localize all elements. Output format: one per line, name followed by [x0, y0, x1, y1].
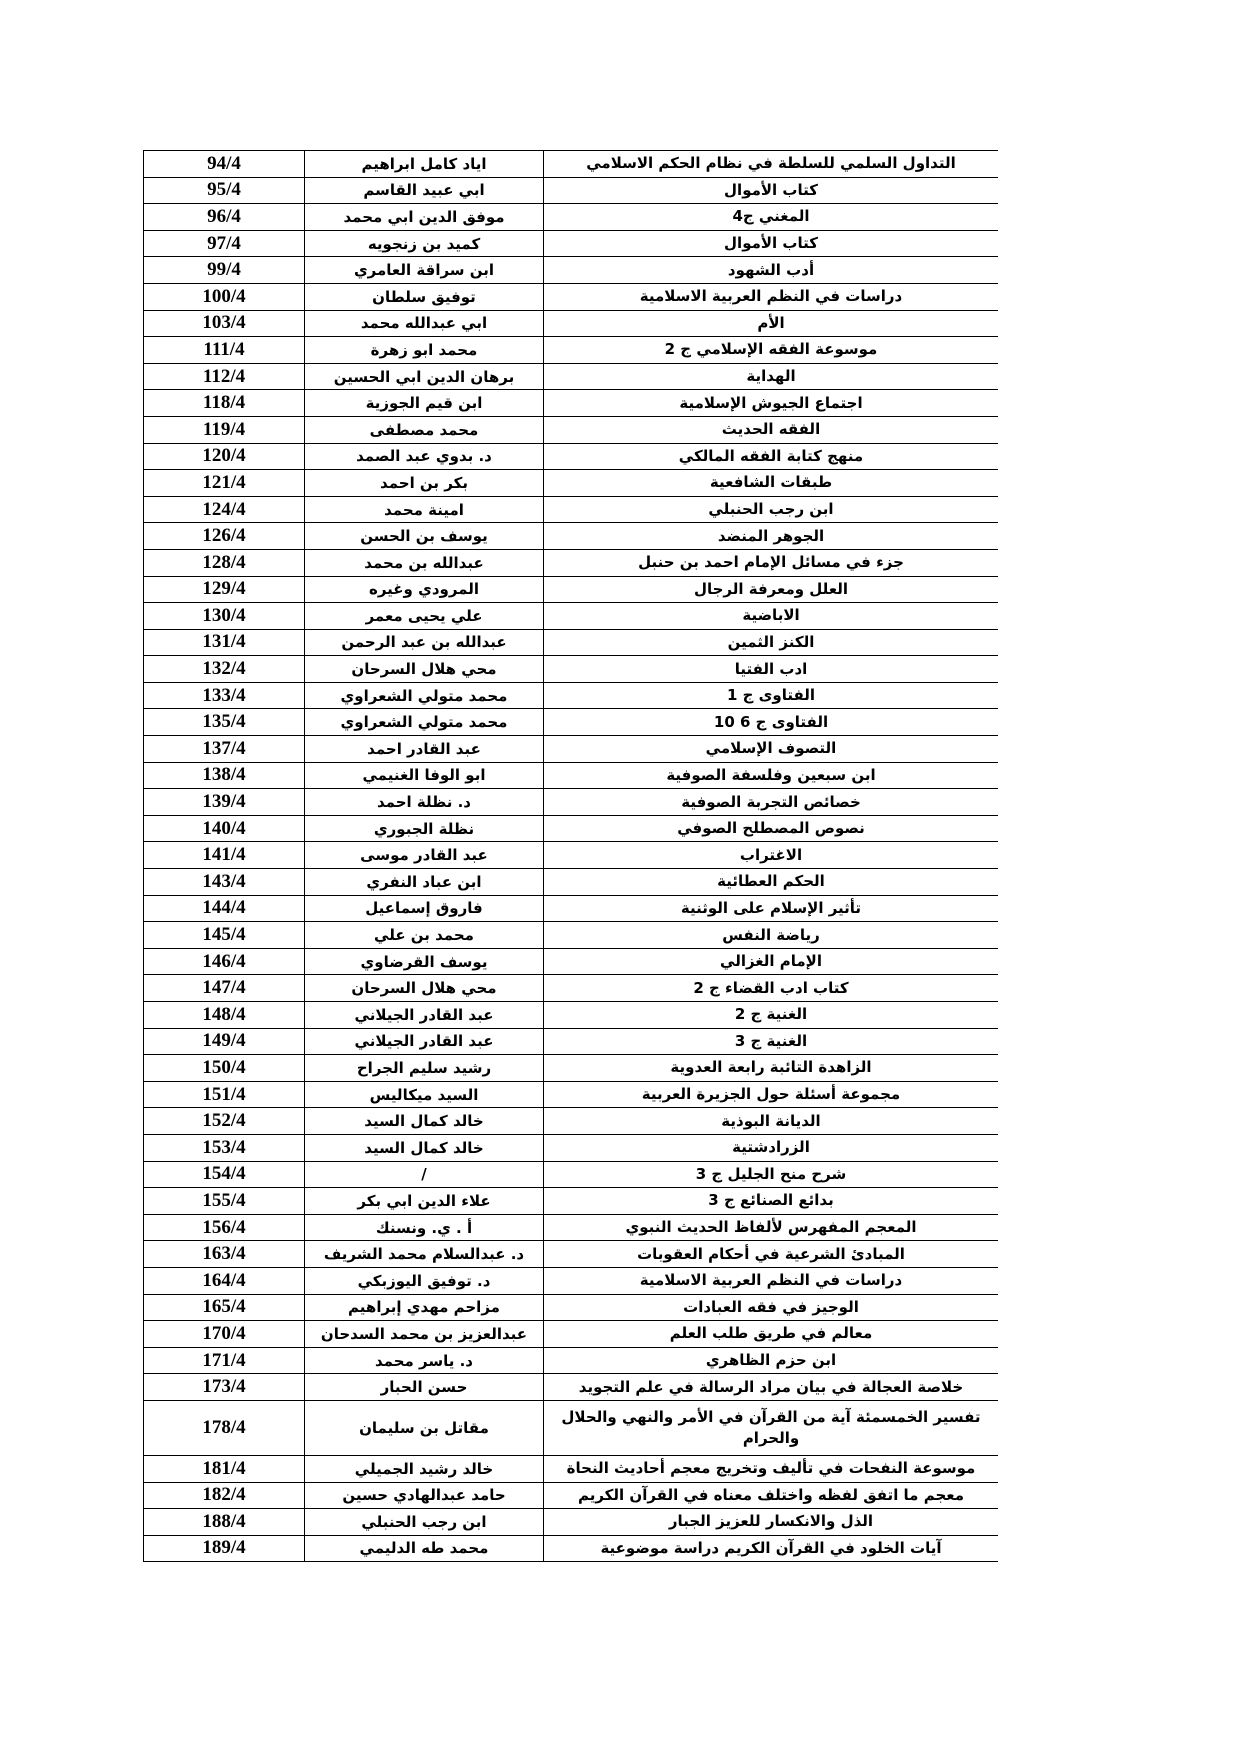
- call-number-cell: 156/4: [144, 1214, 305, 1241]
- table-row: [144, 1081, 999, 1108]
- call-number-cell: 124/4: [144, 496, 305, 523]
- call-number-cell: 146/4: [144, 948, 305, 975]
- table-row: [144, 842, 999, 869]
- title-cell: المعجم المفهرس لألفاظ الحديث النبوي: [544, 1214, 999, 1241]
- author-cell: د. نظلة احمد: [305, 789, 544, 816]
- author-cell: خالد كمال السيد: [305, 1108, 544, 1135]
- author-cell: حسن الحبار: [305, 1374, 544, 1401]
- author-cell: محي هلال السرحان: [305, 656, 544, 683]
- table-row: [144, 470, 999, 497]
- table-row: [144, 895, 999, 922]
- table-row: [144, 1028, 999, 1055]
- table-row: [144, 1055, 999, 1082]
- author-cell: مقاتل بن سليمان: [305, 1400, 544, 1455]
- call-number-cell: 119/4: [144, 416, 305, 443]
- author-cell: عبدالله بن محمد: [305, 549, 544, 576]
- author-cell: علاء الدين ابي بكر: [305, 1188, 544, 1215]
- title-cell: أدب الشهود: [544, 257, 999, 284]
- author-cell: محمد متولي الشعراوي: [305, 682, 544, 709]
- author-cell: ابو الوفا الغنيمي: [305, 762, 544, 789]
- table-row: [144, 390, 999, 417]
- title-cell: خصائص التجربة الصوفية: [544, 789, 999, 816]
- call-number-cell: 94/4: [144, 151, 305, 178]
- table-row: [144, 204, 999, 231]
- table-row: [144, 1374, 999, 1401]
- title-cell: موسوعة الفقه الإسلامي ج 2: [544, 337, 999, 364]
- table-row: [144, 1188, 999, 1215]
- author-cell: محمد متولي الشعراوي: [305, 709, 544, 736]
- title-cell: خلاصة العجالة في بيان مراد الرسالة في علم التجويد: [544, 1374, 999, 1401]
- title-cell: الفتاوى ج 1: [544, 682, 999, 709]
- call-number-cell: 154/4: [144, 1161, 305, 1188]
- author-cell: علي يحيى معمر: [305, 603, 544, 630]
- table-row: [144, 1482, 999, 1509]
- table-row: [144, 1455, 999, 1482]
- title-cell: معجم ما اتفق لفظه واختلف معناه في القرآن الكريم: [544, 1482, 999, 1509]
- call-number-cell: 137/4: [144, 736, 305, 763]
- author-cell: محمد طه الدليمي: [305, 1535, 544, 1562]
- call-number-cell: 132/4: [144, 656, 305, 683]
- table-row: [144, 363, 999, 390]
- title-cell: كتاب الأموال: [544, 230, 999, 257]
- call-number-cell: 150/4: [144, 1055, 305, 1082]
- author-cell: ابي عبدالله محمد: [305, 310, 544, 337]
- table-row: [144, 151, 999, 178]
- call-number-cell: 140/4: [144, 815, 305, 842]
- call-number-cell: 165/4: [144, 1294, 305, 1321]
- title-cell: الوجيز في فقه العبادات: [544, 1294, 999, 1321]
- call-number-cell: 171/4: [144, 1347, 305, 1374]
- call-number-cell: 99/4: [144, 257, 305, 284]
- table-row: [144, 815, 999, 842]
- title-cell: الاغتراب: [544, 842, 999, 869]
- title-cell: الغنية ج 2: [544, 1002, 999, 1029]
- title-cell: منهج كتابة الفقه المالكي: [544, 443, 999, 470]
- table-row: [144, 443, 999, 470]
- author-cell: ابن عباد النفري: [305, 869, 544, 896]
- call-number-cell: 155/4: [144, 1188, 305, 1215]
- call-number-cell: 170/4: [144, 1321, 305, 1348]
- call-number-cell: 95/4: [144, 177, 305, 204]
- author-cell: محي هلال السرحان: [305, 975, 544, 1002]
- title-cell: التداول السلمي للسلطة في نظام الحكم الاسلامي: [544, 151, 999, 178]
- author-cell: مزاحم مهدي إبراهيم: [305, 1294, 544, 1321]
- call-number-cell: 144/4: [144, 895, 305, 922]
- title-cell: الفقه الحديث: [544, 416, 999, 443]
- author-cell: محمد مصطفى: [305, 416, 544, 443]
- author-cell: فاروق إسماعيل: [305, 895, 544, 922]
- call-number-cell: 145/4: [144, 922, 305, 949]
- call-number-cell: 135/4: [144, 709, 305, 736]
- table-row: [144, 948, 999, 975]
- call-number-cell: 120/4: [144, 443, 305, 470]
- title-cell: موسوعة النفحات في تأليف وتخريج معجم أحاديث النحاة: [544, 1455, 999, 1482]
- author-cell: كميد بن زنجويه: [305, 230, 544, 257]
- call-number-cell: 143/4: [144, 869, 305, 896]
- call-number-cell: 141/4: [144, 842, 305, 869]
- title-cell: الإمام الغزالي: [544, 948, 999, 975]
- author-cell: عبد القادر موسى: [305, 842, 544, 869]
- call-number-cell: 139/4: [144, 789, 305, 816]
- table-row: [144, 1161, 999, 1188]
- call-number-cell: 121/4: [144, 470, 305, 497]
- call-number-cell: 131/4: [144, 629, 305, 656]
- author-cell: اياد كامل ابراهيم: [305, 151, 544, 178]
- call-number-cell: 188/4: [144, 1509, 305, 1536]
- author-cell: موفق الدين ابي محمد: [305, 204, 544, 231]
- call-number-cell: 130/4: [144, 603, 305, 630]
- author-cell: /: [305, 1161, 544, 1188]
- table-row: [144, 1241, 999, 1268]
- table-row: [144, 337, 999, 364]
- author-cell: عبدالله بن عبد الرحمن: [305, 629, 544, 656]
- author-cell: محمد بن علي: [305, 922, 544, 949]
- call-number-cell: 133/4: [144, 682, 305, 709]
- title-cell: العلل ومعرفة الرجال: [544, 576, 999, 603]
- call-number-cell: 128/4: [144, 549, 305, 576]
- books-table: [143, 150, 998, 1562]
- call-number-cell: 112/4: [144, 363, 305, 390]
- table-row: [144, 709, 999, 736]
- table-row: [144, 1535, 999, 1562]
- title-cell: معالم في طريق طلب العلم: [544, 1321, 999, 1348]
- title-cell: دراسات في النظم العربية الاسلامية: [544, 1267, 999, 1294]
- title-cell: الديانة البوذية: [544, 1108, 999, 1135]
- author-cell: رشيد سليم الجراح: [305, 1055, 544, 1082]
- title-cell: رياضة النفس: [544, 922, 999, 949]
- call-number-cell: 152/4: [144, 1108, 305, 1135]
- table-row: [144, 656, 999, 683]
- call-number-cell: 138/4: [144, 762, 305, 789]
- author-cell: عبد القادر الجيلاني: [305, 1028, 544, 1055]
- title-cell: الكنز الثمين: [544, 629, 999, 656]
- author-cell: عبدالعزيز بن محمد السدحان: [305, 1321, 544, 1348]
- table-row: [144, 1214, 999, 1241]
- title-cell: الزاهدة التائبة رابعة العدوية: [544, 1055, 999, 1082]
- table-row: [144, 1108, 999, 1135]
- title-cell: الفتاوى ج 6 10: [544, 709, 999, 736]
- table-row: [144, 576, 999, 603]
- author-cell: حامد عبدالهادي حسين: [305, 1482, 544, 1509]
- call-number-cell: 173/4: [144, 1374, 305, 1401]
- author-cell: د. ياسر محمد: [305, 1347, 544, 1374]
- call-number-cell: 148/4: [144, 1002, 305, 1029]
- author-cell: توفيق سلطان: [305, 283, 544, 310]
- title-cell: ابن حزم الظاهري: [544, 1347, 999, 1374]
- author-cell: عبد القادر احمد: [305, 736, 544, 763]
- title-cell: الحكم العطائية: [544, 869, 999, 896]
- table-row: [144, 629, 999, 656]
- call-number-cell: 147/4: [144, 975, 305, 1002]
- title-cell: اجتماع الجيوش الإسلامية: [544, 390, 999, 417]
- author-cell: د. توفيق اليوزبكي: [305, 1267, 544, 1294]
- title-cell: المبادئ الشرعية في أحكام العقوبات: [544, 1241, 999, 1268]
- title-cell: جزء في مسائل الإمام احمد بن حنبل: [544, 549, 999, 576]
- author-cell: امينة محمد: [305, 496, 544, 523]
- title-cell: مجموعة أسئلة حول الجزيرة العربية: [544, 1081, 999, 1108]
- call-number-cell: 118/4: [144, 390, 305, 417]
- title-cell: الزرادشتية: [544, 1134, 999, 1161]
- table-row: [144, 1321, 999, 1348]
- title-cell: آيات الخلود في القرآن الكريم دراسة موضوعية: [544, 1535, 999, 1562]
- author-cell: يوسف بن الحسن: [305, 523, 544, 550]
- author-cell: ابي عبيد القاسم: [305, 177, 544, 204]
- call-number-cell: 129/4: [144, 576, 305, 603]
- table-row: [144, 523, 999, 550]
- table-row: [144, 416, 999, 443]
- table-row: [144, 283, 999, 310]
- author-cell: خالد رشيد الجميلي: [305, 1455, 544, 1482]
- title-cell: كتاب ادب القضاء ج 2: [544, 975, 999, 1002]
- table-row: [144, 762, 999, 789]
- author-cell: ابن سراقة العامري: [305, 257, 544, 284]
- table-row: [144, 496, 999, 523]
- table-row: [144, 922, 999, 949]
- title-cell: الأم: [544, 310, 999, 337]
- table-row: [144, 1400, 999, 1455]
- call-number-cell: 153/4: [144, 1134, 305, 1161]
- call-number-cell: 163/4: [144, 1241, 305, 1268]
- title-cell: التصوف الإسلامي: [544, 736, 999, 763]
- author-cell: برهان الدين ابي الحسين: [305, 363, 544, 390]
- table-row: [144, 869, 999, 896]
- author-cell: السيد ميكاليس: [305, 1081, 544, 1108]
- table-row: [144, 789, 999, 816]
- title-cell: ابن رجب الحنبلي: [544, 496, 999, 523]
- author-cell: خالد كمال السيد: [305, 1134, 544, 1161]
- table-row: [144, 1294, 999, 1321]
- title-cell: شرح منح الجليل ج 3: [544, 1161, 999, 1188]
- call-number-cell: 178/4: [144, 1400, 305, 1455]
- title-cell: ابن سبعين وفلسفة الصوفية: [544, 762, 999, 789]
- call-number-cell: 182/4: [144, 1482, 305, 1509]
- title-cell: المغني ج4: [544, 204, 999, 231]
- call-number-cell: 149/4: [144, 1028, 305, 1055]
- call-number-cell: 103/4: [144, 310, 305, 337]
- call-number-cell: 189/4: [144, 1535, 305, 1562]
- title-cell: ادب الفتيا: [544, 656, 999, 683]
- title-cell: الاباضية: [544, 603, 999, 630]
- table-row: [144, 549, 999, 576]
- title-cell: الغنية ج 3: [544, 1028, 999, 1055]
- call-number-cell: 181/4: [144, 1455, 305, 1482]
- table-row: [144, 736, 999, 763]
- title-cell: بدائع الصنائع ج 3: [544, 1188, 999, 1215]
- table-row: [144, 177, 999, 204]
- table-row: [144, 603, 999, 630]
- title-cell: تأثير الإسلام على الوثنية: [544, 895, 999, 922]
- author-cell: ابن رجب الحنبلي: [305, 1509, 544, 1536]
- table-row: [144, 1347, 999, 1374]
- title-cell: الهداية: [544, 363, 999, 390]
- table-row: [144, 975, 999, 1002]
- call-number-cell: 164/4: [144, 1267, 305, 1294]
- table-row: [144, 230, 999, 257]
- table-row: [144, 1509, 999, 1536]
- table-row: [144, 257, 999, 284]
- author-cell: محمد ابو زهرة: [305, 337, 544, 364]
- title-cell: طبقات الشافعية: [544, 470, 999, 497]
- call-number-cell: 126/4: [144, 523, 305, 550]
- call-number-cell: 97/4: [144, 230, 305, 257]
- table-row: [144, 682, 999, 709]
- author-cell: ابن قيم الجوزية: [305, 390, 544, 417]
- table-row: [144, 1002, 999, 1029]
- table-row: [144, 310, 999, 337]
- author-cell: عبد القادر الجيلاني: [305, 1002, 544, 1029]
- title-cell: نصوص المصطلح الصوفي: [544, 815, 999, 842]
- table-row: [144, 1134, 999, 1161]
- author-cell: بكر بن احمد: [305, 470, 544, 497]
- title-cell: الذل والانكسار للعزيز الجبار: [544, 1509, 999, 1536]
- author-cell: أ . ي. ونسنك: [305, 1214, 544, 1241]
- author-cell: المرودي وغيره: [305, 576, 544, 603]
- call-number-cell: 100/4: [144, 283, 305, 310]
- books-table-body: [144, 151, 999, 1562]
- title-cell: الجوهر المنضد: [544, 523, 999, 550]
- author-cell: د. بدوي عبد الصمد: [305, 443, 544, 470]
- title-cell: دراسات في النظم العربية الاسلامية: [544, 283, 999, 310]
- call-number-cell: 96/4: [144, 204, 305, 231]
- author-cell: يوسف القرضاوي: [305, 948, 544, 975]
- table-row: [144, 1267, 999, 1294]
- author-cell: نظلة الجبوري: [305, 815, 544, 842]
- title-cell: كتاب الأموال: [544, 177, 999, 204]
- call-number-cell: 111/4: [144, 337, 305, 364]
- title-cell: تفسير الخمسمئة آية من القرآن في الأمر والنهي والحلال والحرام: [544, 1400, 999, 1455]
- author-cell: د. عبدالسلام محمد الشريف: [305, 1241, 544, 1268]
- call-number-cell: 151/4: [144, 1081, 305, 1108]
